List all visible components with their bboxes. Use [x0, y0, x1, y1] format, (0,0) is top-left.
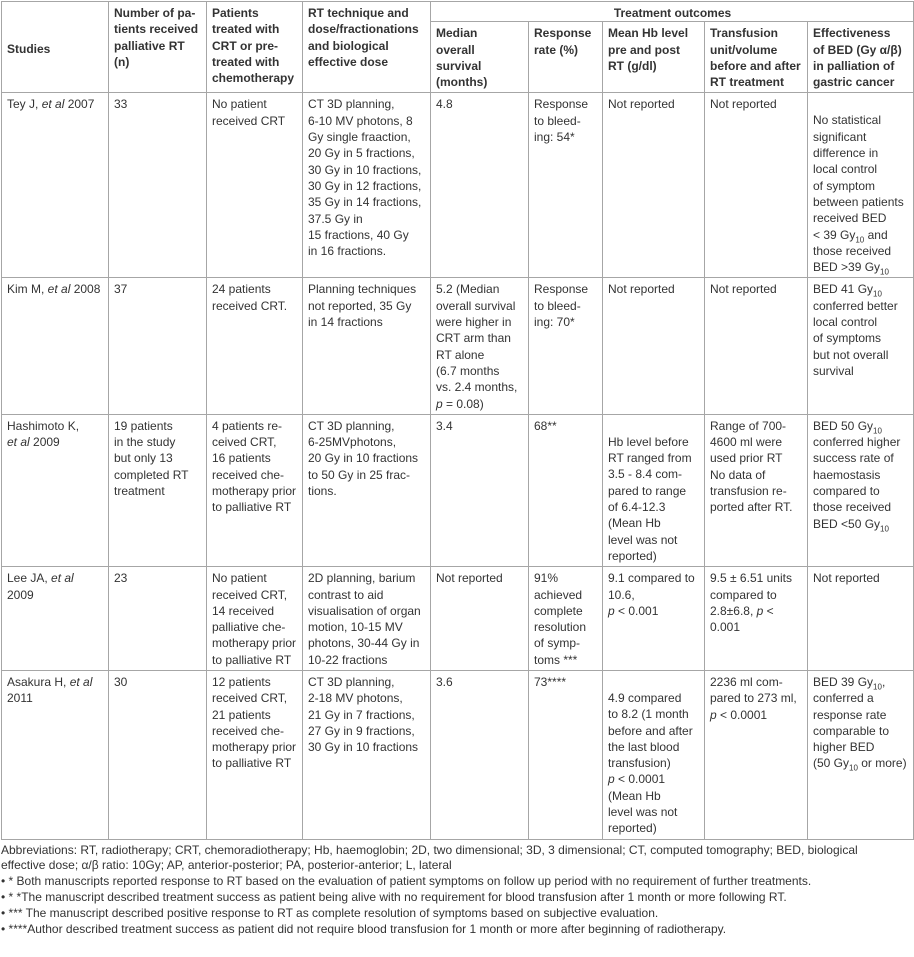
patients-cell: 37 [109, 278, 207, 414]
hb-cell: Not reported [603, 93, 705, 278]
header-crt: Patients treated with CRT or pre- treated with chemotherapy [207, 2, 303, 93]
response-cell: Response to bleed- ing: 70* [529, 278, 603, 414]
header-treatment-outcomes: Treatment outcomes [431, 2, 914, 22]
transfusion-cell: 9.5 ± 6.51 units compared to 2.8±6.8, p < 0.001 [705, 567, 808, 671]
hb-cell: Not reported [603, 278, 705, 414]
study-cell: Tey J, et al 2007 [2, 93, 109, 278]
patients-cell: 19 patients in the study but only 13 completed RT treatment [109, 414, 207, 566]
header-response: Response rate (%) [529, 22, 603, 93]
transfusion-cell: Not reported [705, 278, 808, 414]
abbreviations-line-2: effective dose; α/β ratio: 10Gy; AP, anterior-posterior; PA, posterior-anterior; L, lateral [1, 858, 452, 873]
table-row [2, 670, 914, 839]
crt-cell: No patient received CRT, 14 received palliative che- motherapy prior to palliative RT [207, 567, 303, 671]
patients-cell: 30 [109, 670, 207, 839]
footnote: • * Both manuscripts reported response to RT based on the evaluation of patient symptoms on follow up period with no requirement of further treatments. [1, 874, 812, 889]
table-row [2, 567, 914, 671]
table-footnotes [0, 840, 914, 938]
header-survival: Median overall survival (months) [431, 22, 529, 93]
header-bed: Effectiveness of BED (Gy α/β) in palliation of gastric cancer [808, 22, 914, 93]
header-num-patients: Number of pa- tients received palliative RT (n) [109, 2, 207, 93]
table-row [2, 278, 914, 414]
bed-cell: BED 41 $Gy_{10}$ conferred better local control of symptoms but not overall survival [808, 278, 914, 414]
bed-cell: Not reported [808, 567, 914, 671]
response-cell: 91% achieved complete resolution of symp- toms *** [529, 567, 603, 671]
response-cell: 73**** [529, 670, 603, 839]
survival-cell: 3.6 [431, 670, 529, 839]
transfusion-cell: Not reported [705, 93, 808, 278]
bed-cell: No statistical significant difference in local control of symptom between patients received BED < 39 $Gy_{10}$ and those received BED >39 $Gy_{10}$ [808, 93, 914, 278]
studies-table [1, 1, 914, 840]
transfusion-cell: 2236 ml com- pared to 273 ml, p < 0.0001 [705, 670, 808, 839]
crt-cell: 12 patients received CRT, 21 patients received che- motherapy prior to palliative RT [207, 670, 303, 839]
footnote: • * *The manuscript described treatment success as patient being alive with no requirement for blood transfusion after 1 month or more following RT. [1, 890, 787, 905]
survival-cell: 4.8 [431, 93, 529, 278]
response-cell: Response to bleed- ing: 54* [529, 93, 603, 278]
survival-cell: Not reported [431, 567, 529, 671]
rt-cell: 2D planning, barium contrast to aid visualisation of organ motion, 10-15 MV photons, 30-44 Gy in 10-22 fractions [303, 567, 431, 671]
bed-cell: BED 50 $Gy_{10}$ conferred higher success rate of haemostasis compared to those received BED <50 $Gy_{10}$ [808, 414, 914, 566]
study-cell: Kim M, et al 2008 [2, 278, 109, 414]
rt-cell: CT 3D planning, 6-10 MV photons, 8 Gy single fraaction, 20 Gy in 5 fractions, 30 Gy in 10 fractions, 30 Gy in 12 fractions, 35 Gy in 14 fractions, 37.5 Gy in 15 fractions, 40 Gy in 16 fractions. [303, 93, 431, 278]
patients-cell: 33 [109, 93, 207, 278]
bed-cell: BED 39 $Gy_{10}$, conferred a response rate comparable to higher BED (50 $Gy_{10}$ or more) [808, 670, 914, 839]
crt-cell: 4 patients re- ceived CRT, 16 patients received che- motherapy prior to palliative RT [207, 414, 303, 566]
transfusion-cell: Range of 700- 4600 ml were used prior RT No data of transfusion re- ported after RT. [705, 414, 808, 566]
header-row-1 [2, 2, 914, 22]
header-rt-technique: RT technique and dose/fractionations and biological effective dose [303, 2, 431, 93]
header-studies: Studies [2, 2, 109, 93]
rt-cell: Planning techniques not reported, 35 Gy in 14 fractions [303, 278, 431, 414]
footnote: • ****Author described treatment success as patient did not require blood transfusion for 1 month or more after beginning of radiotherapy. [1, 921, 727, 936]
crt-cell: No patient received CRT [207, 93, 303, 278]
study-cell: Hashimoto K, et al 2009 [2, 414, 109, 566]
header-hb: Mean Hb level pre and post RT (g/dl) [603, 22, 705, 93]
survival-cell: 5.2 (Median overall survival were higher in CRT arm than RT alone (6.7 months vs. 2.4 months, p = 0.08) [431, 278, 529, 414]
footnote: • *** The manuscript described positive response to RT as complete resolution of symptoms based on subjective evaluation. [1, 905, 659, 920]
header-transfusion: Transfusion unit/volume before and after RT treatment [705, 22, 808, 93]
abbreviations-line-1: Abbreviations: RT, radiotherapy; CRT, chemoradiotherapy; Hb, haemoglobin; 2D, two dimensional; 3D, 3 dimensional; CT, computed tomography; BED, biological [1, 842, 858, 857]
crt-cell: 24 patients received CRT. [207, 278, 303, 414]
table-row [2, 414, 914, 566]
study-cell: Asakura H, et al 2011 [2, 670, 109, 839]
table-row [2, 93, 914, 278]
study-cell: Lee JA, et al 2009 [2, 567, 109, 671]
hb-cell: 9.1 compared to 10.6, p < 0.001 [603, 567, 705, 671]
patients-cell: 23 [109, 567, 207, 671]
rt-cell: CT 3D planning, 2-18 MV photons, 21 Gy in 7 fractions, 27 Gy in 9 fractions, 30 Gy in 10 fractions [303, 670, 431, 839]
response-cell: 68** [529, 414, 603, 566]
survival-cell: 3.4 [431, 414, 529, 566]
hb-cell: 4.9 compared to 8.2 (1 month before and after the last blood transfusion) p < 0.0001 (Mean Hb level was not reported) [603, 670, 705, 839]
hb-cell: Hb level before RT ranged from 3.5 - 8.4 com- pared to range of 6.4-12.3 (Mean Hb level was not reported) [603, 414, 705, 566]
rt-cell: CT 3D planning, 6-25MVphotons, 20 Gy in 10 fractions to 50 Gy in 25 frac- tions. [303, 414, 431, 566]
